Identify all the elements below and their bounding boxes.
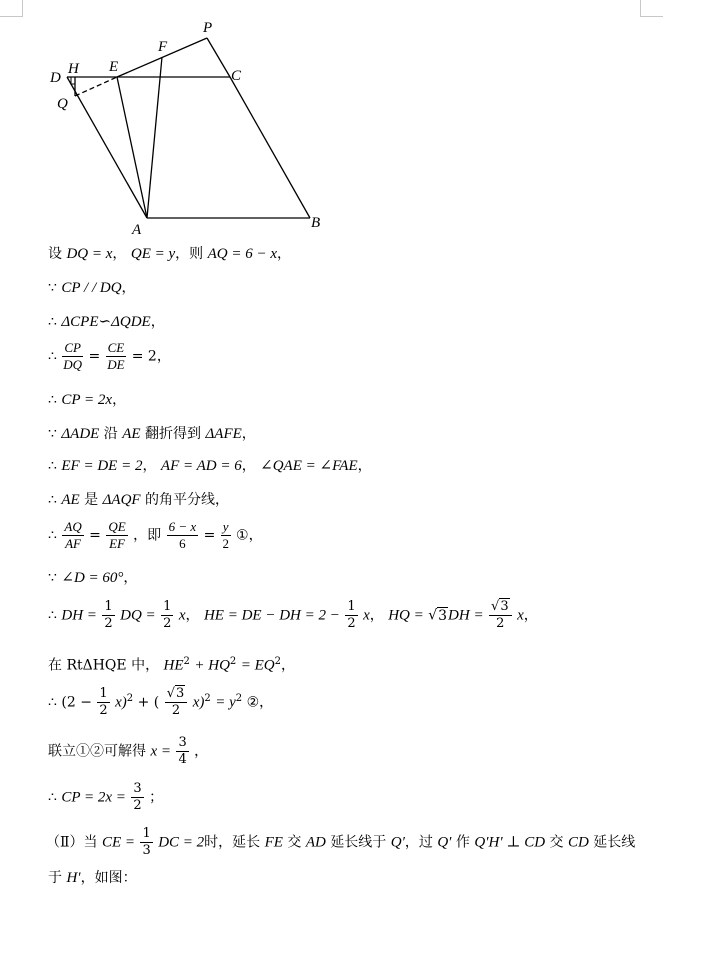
- denominator: AF: [65, 536, 81, 551]
- superscript: 2: [274, 656, 281, 667]
- solution-line-14: [48, 735, 208, 768]
- expr-parallel: CP / / DQ: [61, 280, 122, 296]
- numerator: 3: [178, 735, 187, 750]
- label-c: C: [231, 68, 242, 84]
- expr-ae: AE: [122, 426, 141, 442]
- text: 延长线于: [330, 834, 387, 851]
- label-e: E: [109, 59, 119, 75]
- numerator: CE: [107, 340, 125, 355]
- geometry-diagram: [0, 0, 713, 245]
- denominator: 4: [178, 752, 187, 767]
- expr: CE =: [101, 834, 136, 851]
- fraction: [102, 599, 114, 632]
- therefore-symbol: ∴: [48, 694, 57, 711]
- expr: AE: [61, 492, 80, 508]
- radicand: 3: [500, 599, 509, 614]
- text: ，即: [133, 527, 162, 544]
- numerator: 1: [347, 599, 356, 614]
- expr: HE: [163, 657, 184, 674]
- fraction: [165, 686, 188, 719]
- expr-qe: QE = y: [130, 246, 176, 262]
- denominator: 2: [163, 616, 172, 631]
- equation-tag: ②，: [246, 694, 274, 711]
- expr: HQ =: [388, 607, 424, 624]
- expr: x: [517, 607, 524, 624]
- expr-triangle: ΔAFE: [205, 426, 242, 442]
- denominator: 2: [171, 703, 181, 718]
- solution-line-9: [48, 519, 263, 552]
- numerator: y: [222, 519, 229, 534]
- text: ，: [142, 458, 157, 474]
- expr-dq: DQ = x: [66, 246, 113, 262]
- segment-qe-dashed: [75, 77, 117, 96]
- text: 联立①②可解得: [48, 743, 146, 760]
- segment-cb: [230, 77, 310, 218]
- solution-line-6: [48, 424, 256, 444]
- solution-line-16: [46, 826, 635, 859]
- numerator: 3: [133, 781, 142, 796]
- denominator: 2: [104, 616, 113, 631]
- label-h: H: [68, 61, 79, 77]
- fraction: [176, 735, 188, 768]
- therefore-symbol: ∴: [48, 492, 57, 508]
- denominator: 2: [133, 798, 142, 813]
- expr-aq: AQ = 6 − x: [207, 246, 277, 262]
- text: 的角平分线，: [145, 492, 230, 508]
- label-d: D: [50, 70, 61, 86]
- solution-line-1: [48, 244, 291, 264]
- denominator: 3: [142, 843, 151, 858]
- text: 翻折得到: [145, 426, 202, 442]
- text: ，: [150, 314, 165, 330]
- solution-line-11: [48, 599, 538, 632]
- superscript: 2: [126, 692, 134, 704]
- expr: CD: [567, 834, 589, 851]
- text: = 2: [131, 348, 157, 365]
- superscript: 2: [235, 692, 243, 704]
- expr: x): [192, 694, 205, 711]
- expr: DQ =: [120, 607, 156, 624]
- text: 是: [84, 492, 99, 508]
- expr: H′: [66, 870, 81, 886]
- text: ，: [121, 280, 136, 296]
- therefore-symbol: ∴: [48, 348, 57, 365]
- text: ，: [241, 426, 256, 442]
- expr: ΔAQF: [102, 492, 141, 508]
- expr-angle: ∠D = 60°: [61, 570, 124, 586]
- label-q: Q: [57, 96, 68, 112]
- text: ，: [156, 348, 171, 365]
- solution-line-8: [48, 490, 229, 510]
- expr: x: [363, 607, 370, 624]
- fraction: [97, 686, 109, 719]
- expr: CP = 2x =: [61, 789, 126, 806]
- numerator: QE: [108, 519, 126, 534]
- text: ，: [277, 246, 291, 262]
- text: ，过: [404, 834, 433, 851]
- text: ，: [123, 570, 138, 586]
- denominator: 2: [347, 616, 356, 631]
- expr: = EQ: [240, 657, 275, 674]
- solution-line-3: [48, 312, 165, 332]
- expr: EF = DE = 2: [61, 458, 143, 474]
- text: ，: [194, 743, 209, 760]
- solution-line-17: [48, 868, 137, 888]
- text: ，: [185, 607, 200, 624]
- text: 时，延长: [204, 834, 261, 851]
- text: ，: [523, 607, 538, 624]
- expr: Q′: [437, 834, 452, 851]
- text: 延长线: [593, 834, 636, 851]
- fraction: [221, 519, 231, 552]
- fraction: [106, 519, 127, 552]
- fraction: [167, 519, 199, 552]
- label-b: B: [311, 215, 321, 231]
- equals: =: [203, 527, 216, 544]
- therefore-symbol: ∴: [48, 607, 57, 624]
- fraction: [489, 599, 512, 632]
- superscript: 2: [204, 692, 211, 704]
- text: ，如图：: [80, 870, 137, 886]
- label-a: A: [132, 222, 142, 238]
- solution-line-12: [48, 652, 295, 676]
- therefore-symbol: ∴: [48, 314, 57, 330]
- text: ，则: [175, 246, 204, 262]
- denominator: 2: [496, 616, 505, 631]
- segment-da: [67, 77, 147, 218]
- text: 在 RtΔHQE 中，: [48, 657, 160, 674]
- label-p: P: [203, 20, 213, 36]
- expr: = y: [215, 694, 236, 711]
- equation-tag: ①，: [236, 527, 263, 544]
- text: ；: [149, 789, 164, 806]
- because-symbol: ∵: [48, 426, 57, 442]
- denominator: 6: [179, 536, 186, 551]
- expr: Q′H′ ⊥ CD: [474, 834, 546, 851]
- expr: x: [178, 607, 186, 624]
- text: ，: [241, 458, 256, 474]
- expr-similar: ΔCPE∽ΔQDE: [61, 314, 151, 330]
- expr-triangle: ΔADE: [61, 426, 100, 442]
- text: 交: [549, 834, 564, 851]
- text: ，: [281, 657, 295, 674]
- numerator: √3: [489, 599, 512, 616]
- therefore-symbol: ∴: [48, 458, 57, 474]
- expr: ∠QAE = ∠FAE: [260, 458, 358, 474]
- text: ，: [112, 246, 127, 262]
- numerator: 1: [163, 599, 172, 614]
- radicand: 3: [438, 607, 448, 624]
- numerator: √3: [165, 686, 188, 703]
- denominator: DQ: [63, 357, 83, 372]
- segment-ae: [117, 77, 147, 218]
- expr: (2 −: [61, 694, 92, 711]
- because-symbol: ∵: [48, 280, 57, 296]
- fraction: [161, 599, 173, 632]
- denominator: DE: [107, 357, 125, 372]
- denominator: 2: [99, 703, 108, 718]
- expr: AD: [305, 834, 326, 851]
- numerator: 1: [99, 686, 108, 701]
- radicand: 3: [176, 686, 185, 701]
- text: 交: [287, 834, 302, 851]
- therefore-symbol: ∴: [48, 527, 57, 544]
- expr: + (: [137, 694, 160, 711]
- label-f: F: [158, 39, 168, 55]
- expr: HE = DE − DH = 2 −: [203, 607, 340, 624]
- segment-af: [147, 57, 162, 218]
- sqrt-symbol: √: [428, 607, 438, 624]
- expr: DH =: [448, 607, 484, 624]
- therefore-symbol: ∴: [48, 789, 57, 806]
- fraction: [62, 340, 83, 373]
- expr: Q′: [390, 834, 405, 851]
- solution-line-5: [48, 390, 126, 410]
- text: 于: [48, 870, 62, 886]
- solution-line-15: [48, 781, 163, 814]
- text: ，: [112, 392, 127, 408]
- numerator: 6 − x: [168, 519, 197, 534]
- expr: DH =: [61, 607, 97, 624]
- because-symbol: ∵: [48, 570, 57, 586]
- equals: =: [88, 348, 101, 365]
- text: 作: [455, 834, 470, 851]
- fraction: [140, 826, 152, 859]
- solution-line-7: [48, 456, 372, 476]
- text: （Ⅱ）当: [46, 834, 98, 851]
- solution-line-10: [48, 568, 137, 588]
- fraction: [62, 519, 83, 552]
- expr: + HQ: [194, 657, 230, 674]
- expr: DC = 2: [158, 834, 205, 851]
- expr-cp: CP = 2x: [61, 392, 113, 408]
- equals: =: [89, 527, 101, 544]
- expr: x): [115, 694, 127, 711]
- denominator: 2: [222, 536, 229, 551]
- numerator: CP: [64, 340, 81, 355]
- superscript: 2: [229, 656, 237, 667]
- fraction: [345, 599, 357, 632]
- fraction: [106, 340, 127, 373]
- denominator: EF: [109, 536, 125, 551]
- solution-line-2: [48, 278, 136, 298]
- solution-line-4: [48, 340, 171, 373]
- solution-line-13: [48, 686, 273, 719]
- expr: x =: [150, 743, 171, 760]
- text: 沿: [103, 426, 118, 442]
- segment-cp: [207, 38, 230, 77]
- text: ，: [369, 607, 384, 624]
- fraction: [131, 781, 143, 814]
- numerator: 1: [142, 826, 151, 841]
- expr: AF = AD = 6: [160, 458, 242, 474]
- numerator: AQ: [64, 519, 82, 534]
- numerator: 1: [104, 599, 113, 614]
- text: ，: [357, 458, 372, 474]
- expr: FE: [264, 834, 283, 851]
- text: 设: [48, 246, 62, 262]
- superscript: 2: [183, 656, 190, 667]
- therefore-symbol: ∴: [48, 392, 57, 408]
